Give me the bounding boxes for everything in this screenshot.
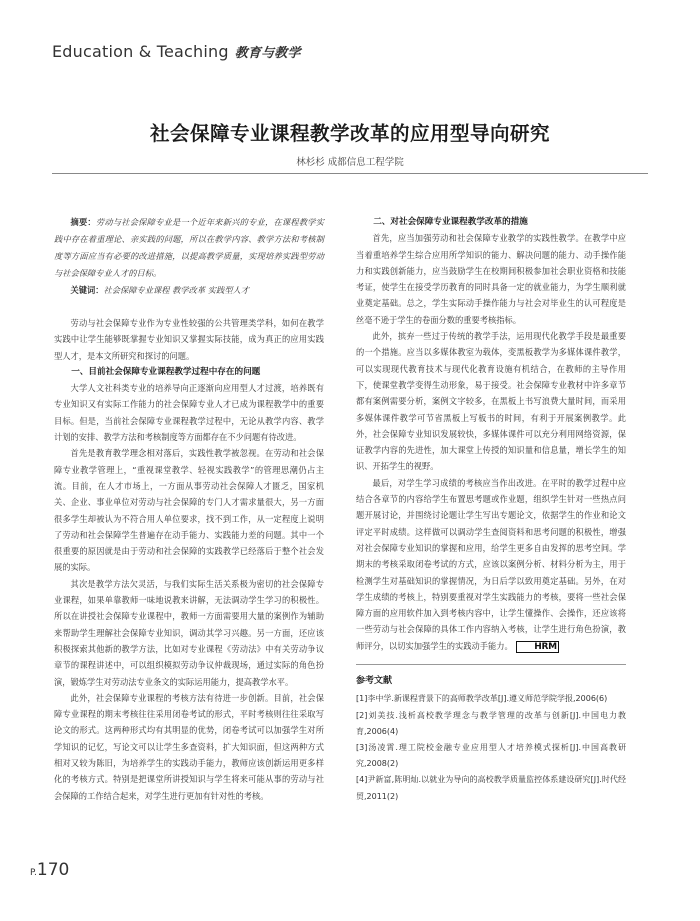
section-1-paragraph-4: 此外，社会保障专业课程的考核方法有待进一步创新。目前，社会保障专业课程的期末考核往往采用闭卷考试的形式，平时考核则往往采取写论文的形式。这两种形式均有其明显的优势，闭卷考试可以加强学生对所学知识的记忆，写论文可以让学生多查资料，扩大知识面，但这两种方式相对又较为陈旧，为培养学生的实践动手能力，教师应该创新运用更多样化的考核方式。特别是把课堂所讲授知识与学生将来可能从事的劳动与社会保障的工作结合起来，对学生进行更加有针对性的考核。 — [54, 692, 324, 801]
section-1-paragraph-3: 其次是教学方法欠灵活，与我们实际生活关系极为密切的社会保障专业课程，如果单靠教师一味地说教来讲解，无法调动学生学习的积极性。所以在讲授社会保障专业课程中，教师一方面需要用大量的案例作为辅助来帮助学生理解社会保障专业知识，调动其学习兴趣。另一方面，还应该积极探索其他新的教学方法，比如对专业课程《劳动法》中有关劳动争议章节的课程讲述中，可以组织模拟劳动争议仲裁现场，通过实际的角色扮演，锻炼学生对劳动法专业条文的实际运用能力，提高教学水平。 — [54, 578, 324, 687]
keywords-text: 社会保障专业课程 教学改革 实践型人才 — [103, 285, 249, 295]
abstract-label: 摘要： — [70, 217, 96, 227]
intro-paragraph: 劳动与社会保障专业作为专业性较强的公共管理类学科，如何在教学实践中让学生能够既掌握专业知识又掌握实际技能，成为真正的应用实践型人才，是本文所研究和探讨的问题。 — [54, 318, 324, 361]
keywords-label: 关键词： — [70, 285, 104, 295]
right-column — [356, 214, 626, 805]
reference-item: [2]刘美技.浅析高校教学理念与教学管理的改革与创新[J].中国电力教育,2006(4) — [356, 710, 626, 736]
author-affiliation: 林杉杉 成都信息工程学院 — [296, 157, 404, 168]
header-en: Education & Teaching — [52, 42, 229, 61]
section-1-paragraph-2: 首先是教育教学理念相对落后，实践性教学被忽视。在劳动和社会保障专业教学管理上，“重视课堂教学、轻视实践教学”的管理思潮仍占主流。目前，在人才市场上，一方面从事劳动社会保障人才匮乏，国家机关、企业、事业单位对劳动与社会保障的专门人才需求量很大，另一方面很多学生却被认为不符合用人单位要求，找不到工作，从一定程度上说明了劳动和社会保障学生普遍存在动手能力、实践能力差的问题。其中一个很重要的原因就是由于劳动和社会保障的实践教学已经落后于整个社会发展的实际。 — [54, 448, 324, 573]
section-2-paragraph-3-text: 最后，对学生学习成绩的考核应当作出改进。在平时的教学过程中应结合各章节的内容给学生布置思考题或作业题，组织学生针对一些热点问题开展讨论，并围绕讨论题让学生写出专题论文，依据学生的作业和论文评定平时成绩。这样做可以调动学生查阅资料和思考问题的积极性，增强对社会保障专业知识的掌握和应用，给学生更多自由发挥的思考空间。学期末的考核采取闭卷考试的方式，应该以案例分析、材料分析为主，用于检测学生对基础知识的掌握情况，为日后学以致用奠定基础。另外，在对学生成绩的考核上，特别要重视对学生实践能力的考核，要将一些社会保障方面的应用软件加入到考核内容中，让学生懂操作、会操作，还应该将一些劳动与社会保障的具体工作内容纳入考核，让学生进行角色扮演，教师评分，以切实加强学生的实践动手能力。 — [356, 477, 626, 651]
abstract-text: 劳动与社会保障专业是一个近年来新兴的专业，在课程教学实践中存在着重理论、亲实践的问题，所以在教学内容、教学方法和考核制度等方面应当有必要的改进措施，以提高教学质量，实现培养实践型劳动与社会保障专业人才的目标。 — [54, 217, 325, 278]
title-divider — [52, 173, 648, 174]
section-2-paragraph-2: 此外，摈弃一些过于传统的教学手法，运用现代化教学手段是最重要的一个措施。应当以多媒体教室为载体，变黑板教学为多媒体课件教学，可以实现现代教育技术与现代化教育设施有机结合，在教师的主导作用下，使课堂教学变得生动形象，易于接受。社会保障专业教材中许多章节都有案例需要分析，案例文字较多，在黑板上书写浪费大量时间，而采用多媒体课件教学可节省黑板上写板书的时间，有利于开展案例教学。此外，社会保障专业知识发展较快，多媒体课件可以充分利用网络资源，保证教学内容的先进性，加大课堂上传授的知识量和信息量，增长学生的知识、开拓学生的视野。 — [356, 331, 626, 472]
page-number-value: 170 — [36, 860, 70, 880]
section-1-heading: 一、目前社会保障专业课程教学过程中存在的问题 — [71, 366, 261, 377]
keywords — [54, 282, 324, 299]
spacer — [54, 299, 324, 315]
left-column — [54, 214, 324, 804]
section-2-heading: 二、对社会保障专业课程教学改革的措施 — [373, 217, 528, 227]
section-2-paragraph-1: 首先，应当加强劳动和社会保障专业教学的实践性教学。在教学中应当着重培养学生综合应用所学知识的能力、解决问题的能力、动手操作能力和实践创新能力，应当鼓励学生在校期间积极参加社会职业资格和技能考证，使学生在接受学历教育的同时具备一定的就业能力，为学生顺利就业奠定基础。总之，学生实际动手操作能力与社会对毕业生的认可程度是丝毫不逊于学生的卷面分数的重要考核指标。 — [356, 233, 626, 325]
reference-item: [4]尹新富,陈明灿.以就业为导向的高校教学质量监控体系建设研究[J].时代经贸,2011(2) — [356, 775, 626, 801]
references-title: 参考文献 — [356, 676, 393, 687]
page-prefix: P. — [30, 868, 37, 878]
section-1-paragraph-1: 大学人文社科类专业的培养导向正逐渐向应用型人才过渡，培养既有专业知识又有实际工作能力的社会保障专业人才已成为课程教学中的重要目标。但是，当前社会保障专业课程教学过程中，无论从教学内容、教学计划的安排、教学方法和考核制度等方面都存在不少问题有待改进。 — [54, 383, 324, 443]
abstract — [54, 214, 324, 282]
section-2-paragraph-3 — [356, 475, 626, 654]
reference-item: [3]汤凌霄.理工院校金融专业应用型人才培养模式探析[J].中国高教研究,2008(2) — [356, 742, 626, 769]
page-number — [30, 860, 69, 880]
header-cn: 教育与教学 — [234, 46, 301, 61]
running-header — [52, 42, 301, 61]
reference-item: [1]李中学.新课程背景下的高师教学改革[J].遵义师范学院学报,2006(6) — [356, 694, 608, 704]
references-divider — [356, 664, 626, 665]
hrm-logo: HRM — [516, 641, 559, 653]
article-title: 社会保障专业课程教学改革的应用型导向研究 — [149, 122, 550, 145]
